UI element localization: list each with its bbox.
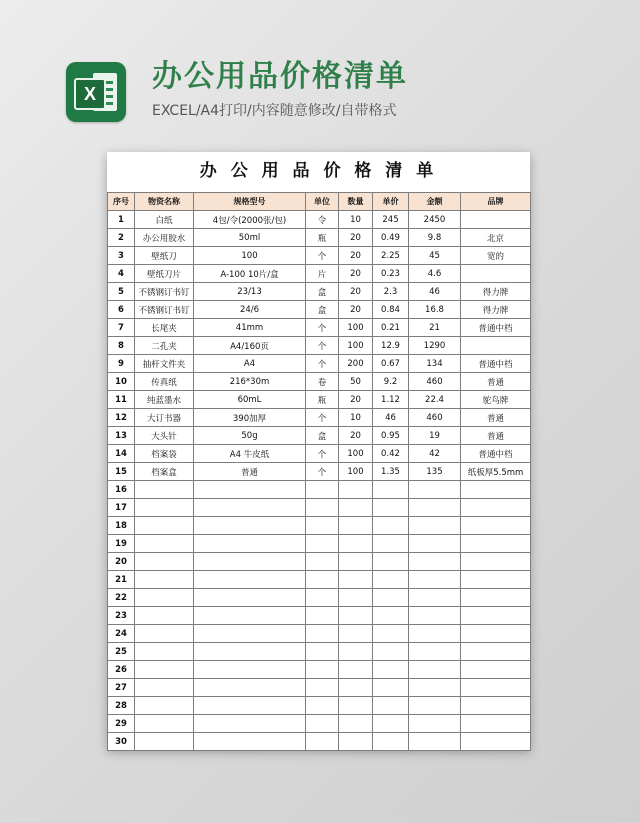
col-unit-cell[interactable] xyxy=(306,679,339,697)
table-row xyxy=(108,715,531,733)
col-spec-cell[interactable] xyxy=(194,715,306,733)
col-brand-cell[interactable]: 普通 xyxy=(461,409,531,427)
table-row xyxy=(108,427,531,445)
col-unit-cell[interactable]: 个 xyxy=(306,463,339,481)
excel-logo-icon xyxy=(66,62,126,122)
col-unit-price-cell[interactable]: 46 xyxy=(373,409,409,427)
col-index-cell[interactable]: 23 xyxy=(108,607,135,625)
page-title: 办公用品价格清单 xyxy=(152,59,408,94)
col-spec-cell[interactable]: 50g xyxy=(194,427,306,445)
col-unit-price-cell[interactable] xyxy=(373,661,409,679)
col-quantity-cell[interactable]: 20 xyxy=(339,265,373,283)
table-row xyxy=(108,535,531,553)
table-row xyxy=(108,553,531,571)
col-brand-cell[interactable] xyxy=(461,517,531,535)
col-amount-cell[interactable] xyxy=(409,481,461,499)
col-index-cell[interactable]: 7 xyxy=(108,319,135,337)
col-amount-cell[interactable]: 42 xyxy=(409,445,461,463)
col-index-cell[interactable]: 8 xyxy=(108,337,135,355)
col-brand-cell[interactable] xyxy=(461,535,531,553)
col-unit-price-cell[interactable]: 0.21 xyxy=(373,319,409,337)
col-index-cell[interactable]: 6 xyxy=(108,301,135,319)
col-item-name-cell[interactable] xyxy=(135,643,194,661)
col-spec-cell[interactable]: 24/6 xyxy=(194,301,306,319)
col-quantity-cell[interactable] xyxy=(339,481,373,499)
col-unit-cell[interactable]: 令 xyxy=(306,211,339,229)
table-row xyxy=(108,679,531,697)
col-quantity-cell[interactable]: 10 xyxy=(339,409,373,427)
col-item-name-cell[interactable]: 壁纸刀片 xyxy=(135,265,194,283)
table-row xyxy=(108,211,531,229)
col-brand-cell[interactable] xyxy=(461,661,531,679)
col-spec-cell[interactable] xyxy=(194,517,306,535)
col-quantity-cell[interactable] xyxy=(339,697,373,715)
col-quantity-cell[interactable]: 20 xyxy=(339,229,373,247)
col-item-name-cell[interactable]: 不锈钢订书钉 xyxy=(135,301,194,319)
col-amount-cell[interactable] xyxy=(409,589,461,607)
table-header-row xyxy=(108,193,531,211)
col-index-cell[interactable]: 11 xyxy=(108,391,135,409)
col-amount-cell[interactable] xyxy=(409,697,461,715)
col-spec-cell[interactable]: 60mL xyxy=(194,391,306,409)
col-brand-cell[interactable] xyxy=(461,589,531,607)
col-item-name-cell[interactable]: 不锈钢订书钉 xyxy=(135,283,194,301)
col-unit-header: 单位 xyxy=(306,193,339,211)
col-item-name-cell[interactable] xyxy=(135,553,194,571)
col-index-cell[interactable]: 10 xyxy=(108,373,135,391)
col-unit-price-cell[interactable]: 1.35 xyxy=(373,463,409,481)
table-row xyxy=(108,499,531,517)
col-quantity-cell[interactable]: 50 xyxy=(339,373,373,391)
col-quantity-cell[interactable]: 20 xyxy=(339,301,373,319)
table-row xyxy=(108,355,531,373)
col-index-cell[interactable]: 17 xyxy=(108,499,135,517)
col-item-name-cell[interactable] xyxy=(135,499,194,517)
col-unit-cell[interactable] xyxy=(306,715,339,733)
col-brand-header: 品牌 xyxy=(461,193,531,211)
col-unit-cell[interactable]: 个 xyxy=(306,445,339,463)
col-amount-cell[interactable]: 45 xyxy=(409,247,461,265)
col-amount-cell[interactable]: 9.8 xyxy=(409,229,461,247)
col-index-cell[interactable]: 9 xyxy=(108,355,135,373)
table-row xyxy=(108,391,531,409)
col-quantity-cell[interactable]: 20 xyxy=(339,247,373,265)
col-item-name-cell[interactable]: 传真纸 xyxy=(135,373,194,391)
col-item-name-cell[interactable] xyxy=(135,733,194,751)
col-brand-cell[interactable]: 普通 xyxy=(461,427,531,445)
col-amount-cell[interactable] xyxy=(409,715,461,733)
table-row xyxy=(108,697,531,715)
col-index-cell[interactable]: 12 xyxy=(108,409,135,427)
col-item-name-cell[interactable]: 纯蓝墨水 xyxy=(135,391,194,409)
col-spec-cell[interactable] xyxy=(194,643,306,661)
col-unit-cell[interactable]: 瓶 xyxy=(306,229,339,247)
col-quantity-cell[interactable]: 20 xyxy=(339,391,373,409)
col-unit-price-cell[interactable]: 0.49 xyxy=(373,229,409,247)
col-item-name-cell[interactable] xyxy=(135,625,194,643)
table-row xyxy=(108,301,531,319)
table-row xyxy=(108,643,531,661)
col-amount-cell[interactable] xyxy=(409,625,461,643)
col-unit-cell[interactable]: 盒 xyxy=(306,301,339,319)
col-amount-cell[interactable]: 46 xyxy=(409,283,461,301)
col-item-name-cell[interactable] xyxy=(135,607,194,625)
col-unit-price-cell[interactable] xyxy=(373,679,409,697)
col-index-cell[interactable]: 14 xyxy=(108,445,135,463)
col-unit-price-cell[interactable] xyxy=(373,697,409,715)
col-brand-cell[interactable] xyxy=(461,643,531,661)
col-spec-cell[interactable]: A4 xyxy=(194,355,306,373)
col-unit-cell[interactable] xyxy=(306,697,339,715)
col-unit-price-cell[interactable]: 2.3 xyxy=(373,283,409,301)
col-unit-cell[interactable] xyxy=(306,499,339,517)
col-unit-price-cell[interactable]: 12.9 xyxy=(373,337,409,355)
col-quantity-cell[interactable] xyxy=(339,715,373,733)
col-unit-cell[interactable] xyxy=(306,535,339,553)
col-unit-cell[interactable]: 盒 xyxy=(306,427,339,445)
col-spec-cell[interactable]: 390加厚 xyxy=(194,409,306,427)
col-quantity-cell[interactable] xyxy=(339,733,373,751)
col-brand-cell[interactable] xyxy=(461,571,531,589)
table-row xyxy=(108,733,531,751)
col-item-name-cell[interactable]: 大订书器 xyxy=(135,409,194,427)
col-spec-cell[interactable]: 216*30m xyxy=(194,373,306,391)
col-item-name-header: 物资名称 xyxy=(135,193,194,211)
col-item-name-cell[interactable] xyxy=(135,481,194,499)
col-spec-cell[interactable] xyxy=(194,571,306,589)
col-quantity-cell[interactable] xyxy=(339,553,373,571)
col-amount-cell[interactable]: 460 xyxy=(409,409,461,427)
col-item-name-cell[interactable] xyxy=(135,571,194,589)
table-row xyxy=(108,319,531,337)
col-quantity-cell[interactable] xyxy=(339,661,373,679)
col-item-name-cell[interactable]: 办公用胶水 xyxy=(135,229,194,247)
col-spec-cell[interactable] xyxy=(194,733,306,751)
col-spec-cell[interactable] xyxy=(194,553,306,571)
col-quantity-cell[interactable] xyxy=(339,589,373,607)
col-amount-cell[interactable]: 460 xyxy=(409,373,461,391)
col-unit-price-header: 单价 xyxy=(373,193,409,211)
col-quantity-cell[interactable] xyxy=(339,625,373,643)
col-amount-cell[interactable]: 2450 xyxy=(409,211,461,229)
table-row xyxy=(108,337,531,355)
col-item-name-cell[interactable] xyxy=(135,697,194,715)
col-spec-cell[interactable] xyxy=(194,499,306,517)
col-unit-price-cell[interactable] xyxy=(373,499,409,517)
col-amount-cell[interactable] xyxy=(409,499,461,517)
col-brand-cell[interactable]: 得力牌 xyxy=(461,301,531,319)
col-unit-price-cell[interactable] xyxy=(373,733,409,751)
col-brand-cell[interactable] xyxy=(461,625,531,643)
col-unit-price-cell[interactable] xyxy=(373,715,409,733)
col-unit-price-cell[interactable]: 2.25 xyxy=(373,247,409,265)
col-index-cell[interactable]: 13 xyxy=(108,427,135,445)
col-brand-cell[interactable]: 普通中档 xyxy=(461,319,531,337)
col-quantity-cell[interactable]: 100 xyxy=(339,337,373,355)
col-quantity-cell[interactable] xyxy=(339,517,373,535)
col-item-name-cell[interactable] xyxy=(135,535,194,553)
col-index-cell[interactable]: 22 xyxy=(108,589,135,607)
col-unit-cell[interactable]: 盒 xyxy=(306,283,339,301)
col-brand-cell[interactable] xyxy=(461,553,531,571)
col-unit-cell[interactable]: 瓶 xyxy=(306,391,339,409)
col-spec-cell[interactable] xyxy=(194,607,306,625)
col-quantity-cell[interactable]: 100 xyxy=(339,445,373,463)
col-item-name-cell[interactable]: 壁纸刀 xyxy=(135,247,194,265)
col-unit-price-cell[interactable] xyxy=(373,535,409,553)
col-spec-header: 规格型号 xyxy=(194,193,306,211)
table-body xyxy=(108,211,531,751)
table-row xyxy=(108,265,531,283)
spreadsheet-preview xyxy=(107,152,530,749)
col-brand-cell[interactable]: 普通 xyxy=(461,373,531,391)
col-item-name-cell[interactable] xyxy=(135,715,194,733)
col-unit-cell[interactable]: 个 xyxy=(306,247,339,265)
col-spec-cell[interactable] xyxy=(194,535,306,553)
col-quantity-cell[interactable] xyxy=(339,643,373,661)
col-amount-cell[interactable]: 134 xyxy=(409,355,461,373)
col-brand-cell[interactable] xyxy=(461,715,531,733)
col-brand-cell[interactable]: 北京 xyxy=(461,229,531,247)
col-item-name-cell[interactable]: 二孔夹 xyxy=(135,337,194,355)
col-spec-cell[interactable]: A4 牛皮纸 xyxy=(194,445,306,463)
col-quantity-header: 数量 xyxy=(339,193,373,211)
col-spec-cell[interactable]: 100 xyxy=(194,247,306,265)
col-unit-cell[interactable] xyxy=(306,661,339,679)
col-index-cell[interactable]: 20 xyxy=(108,553,135,571)
col-brand-cell[interactable] xyxy=(461,481,531,499)
col-item-name-cell[interactable] xyxy=(135,661,194,679)
table-row xyxy=(108,463,531,481)
table-row xyxy=(108,517,531,535)
col-brand-cell[interactable] xyxy=(461,499,531,517)
col-index-cell[interactable]: 19 xyxy=(108,535,135,553)
col-quantity-cell[interactable]: 200 xyxy=(339,355,373,373)
price-table xyxy=(107,192,531,751)
col-amount-cell[interactable] xyxy=(409,553,461,571)
col-unit-price-cell[interactable]: 0.42 xyxy=(373,445,409,463)
page-subtitle: EXCEL/A4打印/内容随意修改/自带格式 xyxy=(152,103,397,119)
col-unit-price-cell[interactable]: 0.84 xyxy=(373,301,409,319)
table-row xyxy=(108,625,531,643)
col-index-cell[interactable]: 30 xyxy=(108,733,135,751)
col-brand-cell[interactable] xyxy=(461,733,531,751)
col-quantity-cell[interactable]: 100 xyxy=(339,319,373,337)
table-row xyxy=(108,409,531,427)
table-row xyxy=(108,589,531,607)
col-index-cell[interactable]: 4 xyxy=(108,265,135,283)
col-spec-cell[interactable]: 普通 xyxy=(194,463,306,481)
col-quantity-cell[interactable] xyxy=(339,607,373,625)
col-brand-cell[interactable] xyxy=(461,679,531,697)
col-quantity-cell[interactable]: 10 xyxy=(339,211,373,229)
col-amount-cell[interactable]: 21 xyxy=(409,319,461,337)
col-unit-price-cell[interactable] xyxy=(373,625,409,643)
col-amount-cell[interactable]: 4.6 xyxy=(409,265,461,283)
col-brand-cell[interactable] xyxy=(461,265,531,283)
col-quantity-cell[interactable] xyxy=(339,571,373,589)
col-index-cell[interactable]: 3 xyxy=(108,247,135,265)
col-index-cell[interactable]: 21 xyxy=(108,571,135,589)
col-unit-cell[interactable]: 个 xyxy=(306,319,339,337)
col-index-cell[interactable]: 1 xyxy=(108,211,135,229)
col-index-cell[interactable]: 24 xyxy=(108,625,135,643)
col-amount-cell[interactable]: 19 xyxy=(409,427,461,445)
col-unit-price-cell[interactable] xyxy=(373,589,409,607)
col-brand-cell[interactable]: 普通中档 xyxy=(461,445,531,463)
col-amount-cell[interactable]: 16.8 xyxy=(409,301,461,319)
col-unit-cell[interactable] xyxy=(306,571,339,589)
col-amount-cell[interactable] xyxy=(409,643,461,661)
table-row xyxy=(108,481,531,499)
col-quantity-cell[interactable]: 20 xyxy=(339,427,373,445)
col-spec-cell[interactable] xyxy=(194,625,306,643)
col-quantity-cell[interactable]: 20 xyxy=(339,283,373,301)
col-amount-cell[interactable] xyxy=(409,679,461,697)
col-amount-cell[interactable]: 22.4 xyxy=(409,391,461,409)
col-index-cell[interactable]: 26 xyxy=(108,661,135,679)
col-spec-cell[interactable] xyxy=(194,697,306,715)
col-index-cell[interactable]: 2 xyxy=(108,229,135,247)
col-unit-cell[interactable]: 个 xyxy=(306,409,339,427)
col-unit-cell[interactable] xyxy=(306,625,339,643)
col-unit-price-cell[interactable] xyxy=(373,553,409,571)
col-unit-cell[interactable] xyxy=(306,589,339,607)
col-unit-price-cell[interactable]: 9.2 xyxy=(373,373,409,391)
table-row xyxy=(108,607,531,625)
col-item-name-cell[interactable]: 档案袋 xyxy=(135,445,194,463)
col-item-name-cell[interactable]: 长尾夹 xyxy=(135,319,194,337)
table-row xyxy=(108,283,531,301)
col-unit-cell[interactable]: 个 xyxy=(306,355,339,373)
col-index-cell[interactable]: 18 xyxy=(108,517,135,535)
col-quantity-cell[interactable]: 100 xyxy=(339,463,373,481)
col-item-name-cell[interactable] xyxy=(135,679,194,697)
col-quantity-cell[interactable] xyxy=(339,679,373,697)
col-brand-cell[interactable] xyxy=(461,211,531,229)
col-unit-price-cell[interactable]: 0.23 xyxy=(373,265,409,283)
sheet-title: 办 公 用 品 价 格 清 单 xyxy=(199,161,438,181)
table-row xyxy=(108,247,531,265)
col-amount-cell[interactable] xyxy=(409,517,461,535)
col-spec-cell[interactable]: 23/13 xyxy=(194,283,306,301)
col-unit-cell[interactable] xyxy=(306,553,339,571)
col-unit-cell[interactable] xyxy=(306,643,339,661)
col-item-name-cell[interactable] xyxy=(135,517,194,535)
col-unit-price-cell[interactable] xyxy=(373,607,409,625)
col-unit-cell[interactable] xyxy=(306,733,339,751)
col-unit-cell[interactable]: 片 xyxy=(306,265,339,283)
col-item-name-cell[interactable] xyxy=(135,589,194,607)
col-spec-cell[interactable]: 50ml xyxy=(194,229,306,247)
col-brand-cell[interactable]: 普通中档 xyxy=(461,355,531,373)
col-unit-price-cell[interactable] xyxy=(373,481,409,499)
col-amount-cell[interactable] xyxy=(409,571,461,589)
col-unit-price-cell[interactable] xyxy=(373,517,409,535)
col-unit-price-cell[interactable]: 0.95 xyxy=(373,427,409,445)
col-index-cell[interactable]: 29 xyxy=(108,715,135,733)
table-row xyxy=(108,661,531,679)
col-brand-cell[interactable] xyxy=(461,607,531,625)
col-amount-cell[interactable] xyxy=(409,535,461,553)
col-index-cell[interactable]: 15 xyxy=(108,463,135,481)
col-spec-cell[interactable]: A-100 10片/盒 xyxy=(194,265,306,283)
col-item-name-cell[interactable]: 大头针 xyxy=(135,427,194,445)
col-item-name-cell[interactable]: 白纸 xyxy=(135,211,194,229)
col-index-cell[interactable]: 27 xyxy=(108,679,135,697)
col-index-cell[interactable]: 25 xyxy=(108,643,135,661)
table-row xyxy=(108,571,531,589)
col-spec-cell[interactable]: 4包/令(2000张/包) xyxy=(194,211,306,229)
col-brand-cell[interactable]: 得力牌 xyxy=(461,283,531,301)
col-unit-price-cell[interactable]: 245 xyxy=(373,211,409,229)
col-brand-cell[interactable] xyxy=(461,337,531,355)
table-row xyxy=(108,373,531,391)
col-item-name-cell[interactable]: 抽杆文件夹 xyxy=(135,355,194,373)
col-brand-cell[interactable]: 鸵鸟牌 xyxy=(461,391,531,409)
col-amount-cell[interactable] xyxy=(409,661,461,679)
col-spec-cell[interactable] xyxy=(194,679,306,697)
col-index-cell[interactable]: 16 xyxy=(108,481,135,499)
col-spec-cell[interactable] xyxy=(194,589,306,607)
col-quantity-cell[interactable] xyxy=(339,535,373,553)
col-amount-cell[interactable] xyxy=(409,607,461,625)
col-unit-cell[interactable] xyxy=(306,517,339,535)
col-unit-price-cell[interactable] xyxy=(373,571,409,589)
col-brand-cell[interactable]: 宽的 xyxy=(461,247,531,265)
col-index-cell[interactable]: 5 xyxy=(108,283,135,301)
col-item-name-cell[interactable]: 档案盒 xyxy=(135,463,194,481)
table-row xyxy=(108,229,531,247)
col-spec-cell[interactable] xyxy=(194,481,306,499)
col-unit-price-cell[interactable]: 1.12 xyxy=(373,391,409,409)
col-spec-cell[interactable] xyxy=(194,661,306,679)
col-amount-header: 金额 xyxy=(409,193,461,211)
col-unit-cell[interactable] xyxy=(306,481,339,499)
col-spec-cell[interactable]: 41mm xyxy=(194,319,306,337)
col-unit-cell[interactable] xyxy=(306,607,339,625)
col-amount-cell[interactable]: 1290 xyxy=(409,337,461,355)
col-unit-cell[interactable]: 个 xyxy=(306,337,339,355)
col-unit-price-cell[interactable]: 0.67 xyxy=(373,355,409,373)
col-brand-cell[interactable] xyxy=(461,697,531,715)
col-index-header: 序号 xyxy=(108,193,135,211)
col-quantity-cell[interactable] xyxy=(339,499,373,517)
col-index-cell[interactable]: 28 xyxy=(108,697,135,715)
logo-badge: X xyxy=(74,78,106,110)
col-spec-cell[interactable]: A4/160页 xyxy=(194,337,306,355)
col-unit-price-cell[interactable] xyxy=(373,643,409,661)
col-unit-cell[interactable]: 卷 xyxy=(306,373,339,391)
col-amount-cell[interactable]: 135 xyxy=(409,463,461,481)
col-brand-cell[interactable]: 纸板厚5.5mm xyxy=(461,463,531,481)
col-amount-cell[interactable] xyxy=(409,733,461,751)
table-row xyxy=(108,445,531,463)
